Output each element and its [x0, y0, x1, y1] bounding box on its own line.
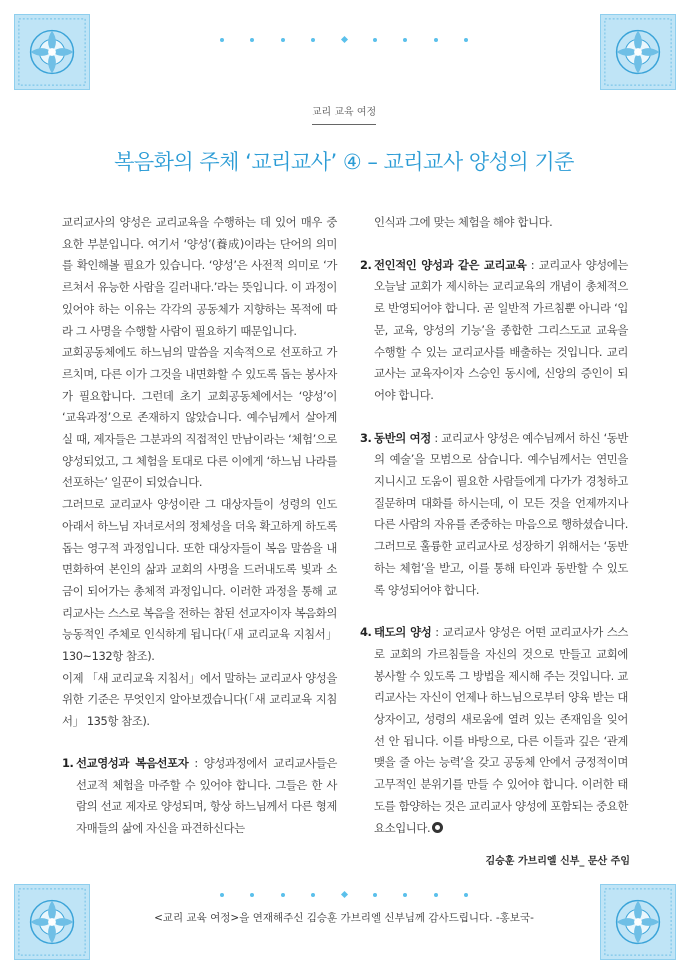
list-item	[360, 622, 628, 839]
decorative-dots-bottom	[220, 892, 468, 897]
spacer	[360, 234, 628, 255]
paragraph: 그러므로 교리교사 양성이란 그 대상자들이 성령의 인도 아래서 하느님 자녀로서의 정체성을 더욱 확고하게 하도록 돕는 영구적 과정입니다. 또한 대상자들이 복음 말씀을 내면화하여 본인의 삶과 교회의 사명을 드러내도록 빛과 소금이 되어가는 총체적 과정입니다. 이러한 과정을 통해 교리교사는 스스로 복음을 전하는 참된 선교자이자 복음화의 능동적인 주체로 인식하게 됩니다(「새 교리교육 지침서」 130~132항 참조).	[62, 497, 337, 664]
item-number: 1.	[62, 755, 74, 770]
list-item	[360, 255, 628, 407]
footer-note: <교리 교육 여정>을 연재해주신 김승훈 가브리엘 신부님께 감사드립니다. -홍보국-	[154, 912, 534, 924]
section-label: 교리 교육 여정	[311, 107, 377, 118]
spacer	[360, 407, 628, 428]
spacer	[62, 733, 337, 753]
item-term: 태도의 양성	[374, 625, 432, 640]
item-text: : 교리교사 양성은 예수님께서 하신 ‘동반의 예술’을 모범으로 삼습니다. 예수님께서는 연민을 지니시고 도움이 필요한 사람들에게 다가가 경청하고 질문하며 대화를 하시는데, 이 모든 것을 언제까지나 다른 사람의 자유를 존중하는 마음으로 행하셨습니다. 그러므로 훌륭한 교리교사로 성장하기 위해서는 ‘동반하는 체험’을 받고, 이를 통해 타인과 동반할 수 있도록 양성되어야 합니다.	[374, 430, 628, 597]
item-text: : 양성과정에서 교리교사들은 선교적 체험을 마주할 수 있어야 합니다. 그들은 한 사람의 선교 제자로 양성되며, 항상 하느님께서 다른 형제자매들의 삶에 자신을 파견하신다는	[76, 755, 338, 835]
article-title: 복음화의 주체 ‘교리교사’ ④ – 교리교사 양성의 기준	[114, 150, 574, 174]
paragraph: 이제 「새 교리교육 지침서」에서 말하는 교리교사 양성을 위한 기준은 무엇인지 알아보겠습니다(「새 교리교육 지침서」 135항 참조).	[62, 670, 337, 729]
list-item	[360, 428, 628, 602]
end-mark-icon	[432, 822, 443, 833]
item-number: 4.	[360, 625, 372, 640]
corner-ornament-top-left	[14, 14, 90, 90]
item-number: 2.	[360, 257, 372, 272]
item-term: 선교영성과 복음선포자	[76, 755, 189, 770]
list-item	[62, 753, 337, 840]
item-term: 전인적인 양성과 같은 교리교육	[374, 257, 527, 272]
item-text: : 교리교사 양성은 어떤 교리교사가 스스로 교회의 가르침들을 자신의 것으로 만들고 교회에 봉사할 수 있도록 그 방법을 제시해 주는 것입니다. 교리교사는 자신이 언제나 하느님으로부터 양육 받는 대상자이고, 성령의 새로움에 열려 있는 존재임을 잊어선 안 됩니다. 이를 바탕으로, 다른 이들과 깊은 ‘관계 맺을 줄 아는 능력’을 갖고 공동체 안에서 긍정적이며 고무적인 분위기를 만들 수 있어야 합니다. 이러한 태도를 함양하는 것은 교리교사 양성에 포함되는 중요한 요소입니다.	[374, 625, 628, 835]
item-term: 동반의 여정	[374, 430, 431, 445]
floral-ornament-icon	[601, 15, 675, 89]
item-number: 3.	[360, 430, 372, 445]
left-column	[62, 212, 337, 840]
author-byline: 김승훈 가브리엘 신부_ 문산 주임	[485, 856, 630, 867]
item-text: 인식과 그에 맞는 체험을 해야 합니다.	[374, 215, 553, 229]
paragraph: 교리교사의 양성은 교리교육을 수행하는 데 있어 매우 중요한 부분입니다. 여기서 ‘양성’(養成)이라는 단어의 의미를 확인해볼 필요가 있습니다. ‘양성’은 사전적 의미로 ‘가르쳐서 유능한 사람을 길러내다.’라는 뜻입니다. 이 과정이 있어야 하는 이유는 각각의 공동체가 지향하는 목적에 따라 그 사명을 수행할 사람이 필요하기 때문입니다.	[62, 215, 337, 338]
paragraph: 교회공동체에도 하느님의 말씀을 지속적으로 선포하고 가르치며, 다른 이가 그것을 내면화할 수 있도록 돕는 봉사자가 필요합니다. 그런데 초기 교회공동체에서는 ‘양성’이 ‘교육과정’으로 존재하지 않았습니다. 예수님께서 살아계실 때, 제자들은 그분과의 직접적인 만남이라는 ‘체험’으로 양성되었고, 그 체험을 토대로 다른 이에게 ‘하느님 나라를 선포하는’ 일꾼이 되었습니다.	[62, 345, 337, 490]
list-item-continuation	[360, 212, 628, 234]
item-text: : 교리교사 양성에는 오늘날 교회가 제시하는 교리교육의 개념이 총체적으로 반영되어야 합니다. 곧 일반적 가르침뿐 아니라 ‘입문, 교육, 양성의 기능’을 종합한 그리스도교 교육을 수행할 수 있는 교리교사를 배출하는 것입니다. 교리교사는 교육자이자 스승인 동시에, 신앙의 증인이 되어야 합니다.	[374, 257, 628, 402]
corner-ornament-top-right	[600, 14, 676, 90]
right-column	[360, 212, 628, 839]
spacer	[360, 601, 628, 622]
section-divider	[312, 124, 376, 125]
decorative-dots-top	[220, 37, 468, 42]
floral-ornament-icon	[15, 15, 89, 89]
